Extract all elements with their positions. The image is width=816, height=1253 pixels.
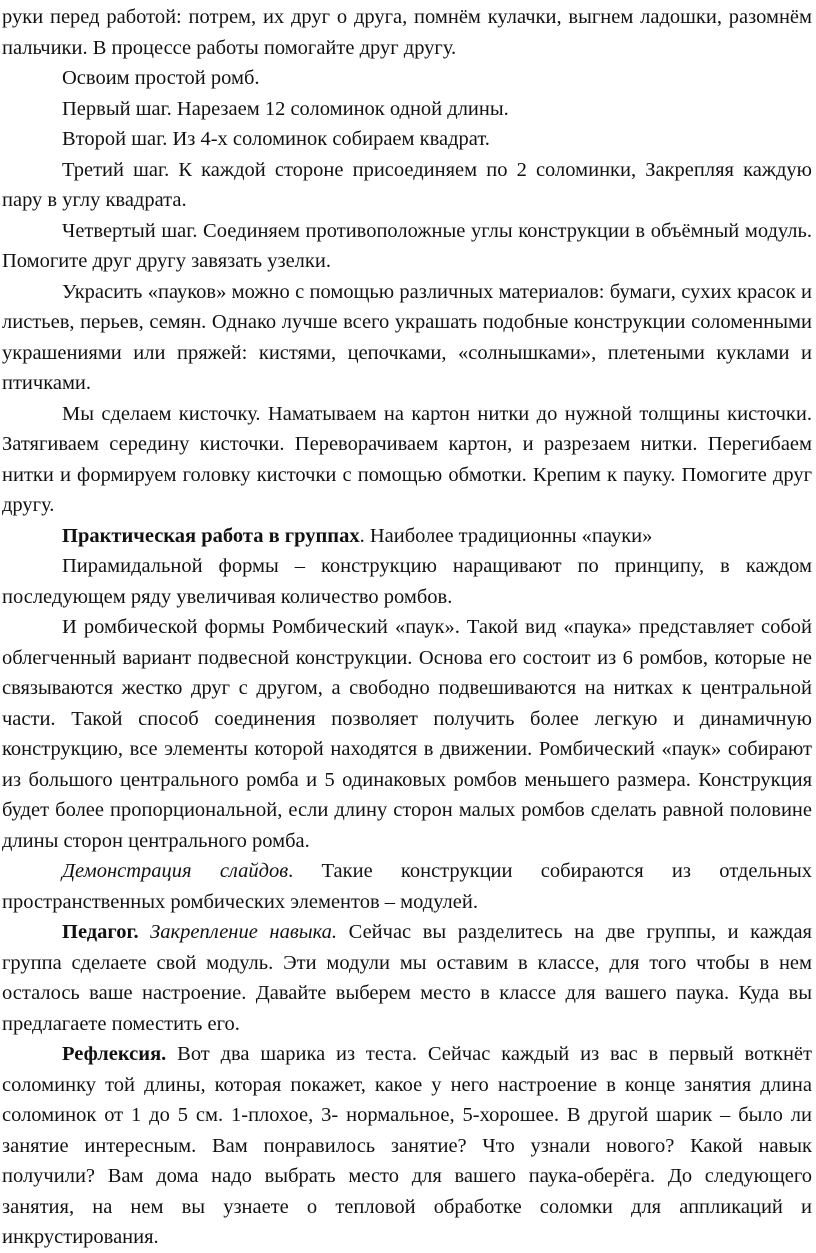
paragraph-lead-italic: Закрепление навыка. (138, 921, 338, 943)
paragraph-slides (2, 856, 812, 917)
paragraph-text: Украсить «пауков» можно с помощью различных материалов: бумаги, сухих красок и листьев, перьев, семян. Однако лучше всего украшать подобные конструкции соломенными украшениями или пряжей: кистями, цепочками, «солнышками», плетеными куклами и птичками. (2, 280, 812, 394)
paragraph-text: Пирамидальной формы – конструкцию наращивают по принципу, в каждом последующем ряду увеличивая количество ромбов. (2, 555, 812, 608)
paragraph-step-2 (2, 124, 812, 155)
paragraph-text: Вот два шарика из теста. Сейчас каждый из вас в первый воткнёт соломинку той длины, которая покажет, какое у него настроение в конце занятия длина соломинок от 1 до 5 см. 1-плохое, 3- нормальное, 5-хорошее. В другой шарик – было ли занятие интересным. Вам понравилось занятие? Что узнали нового? Какой навык получили? Вам дома надо выбрать место для вашего паука-оберёга. До следующего занятия, на нем вы узнаете о тепловой обработке соломки для аппликаций и инкрустирования. (2, 1043, 812, 1248)
paragraph-text: Четвертый шаг. Соединяем противоположные углы конструкции в объёмный модуль. Помогите друг другу завязать узелки. (2, 219, 812, 272)
paragraph-lead-bold: Педагог. (62, 921, 139, 943)
paragraph-decorate (2, 277, 812, 399)
paragraph-teacher (2, 917, 812, 1039)
paragraph-text: Сейчас вы разделитесь на две группы, и каждая группа сделаете свой модуль. Эти модули мы оставим в классе, для того чтобы в нем осталось ваше настроение. Давайте выберем место в классе для вашего паука. Куда вы предлагаете поместить его. (2, 921, 812, 1035)
paragraph-step-3 (2, 155, 812, 216)
paragraph-text: Освоим простой ромб. (62, 67, 260, 89)
paragraph-step-4 (2, 216, 812, 277)
paragraph-lead-italic: Демонстрация слайдов (62, 860, 289, 882)
paragraph-text: руки перед работой: потрем, их друг о друга, помнём кулачки, выгнем ладошки, разомнём пальчики. В процессе работы помогайте друг другу. (2, 6, 812, 59)
paragraph-step-1 (2, 94, 812, 125)
paragraph-intro (2, 2, 812, 63)
paragraph-text: . Такие конструкции собираются из отдельных пространственных ромбических элементов – модулей. (2, 860, 812, 913)
paragraph-lead-bold: Практическая работа в группах (62, 524, 360, 547)
paragraph-group-work (2, 521, 812, 552)
paragraph-text: Мы сделаем кисточку. Наматываем на картон нитки до нужной толщины кисточки. Затягиваем середину кисточки. Переворачиваем картон, и разрезаем нитки. Перегибаем нитки и формируем головку кисточки с помощью обмотки. Крепим к пауку. Помогите друг другу. (2, 402, 812, 516)
paragraph-reflection (2, 1039, 812, 1253)
paragraph-pyramid (2, 551, 812, 612)
paragraph-text: Второй шаг. Из 4-х соломинок собираем квадрат. (62, 128, 490, 150)
paragraph-text: Третий шаг. К каждой стороне присоединяем по 2 соломинки, Закрепляя каждую пару в углу квадрата. (2, 158, 812, 211)
paragraph-rhombus (2, 63, 812, 94)
paragraph-tassel (2, 399, 812, 521)
document-page (2, 2, 812, 1253)
paragraph-lead-bold: Рефлексия. (62, 1043, 167, 1065)
paragraph-text: . Наиболее традиционны «пауки» (359, 524, 653, 547)
paragraph-rhombic-spider (2, 612, 812, 856)
paragraph-text: И ромбической формы Ромбический «паук». Такой вид «паука» представляет собой облегченный вариант подвесной конструкции. Основа его состоит из 6 ромбов, которые не связываются жестко друг с другом, а свободно подвешиваются на нитках к центральной части. Такой способ соединения позволяет получить более легкую и динамичную конструкцию, все элементы которой находятся в движении. Ромбический «паук» собирают из большого центрального ромба и 5 одинаковых ромбов меньшего размера. Конструкция будет более пропорциональной, если длину сторон малых ромбов сделать равной половине длины сторон центрального ромба. (2, 616, 812, 852)
paragraph-text: Первый шаг. Нарезаем 12 соломинок одной длины. (62, 97, 509, 120)
